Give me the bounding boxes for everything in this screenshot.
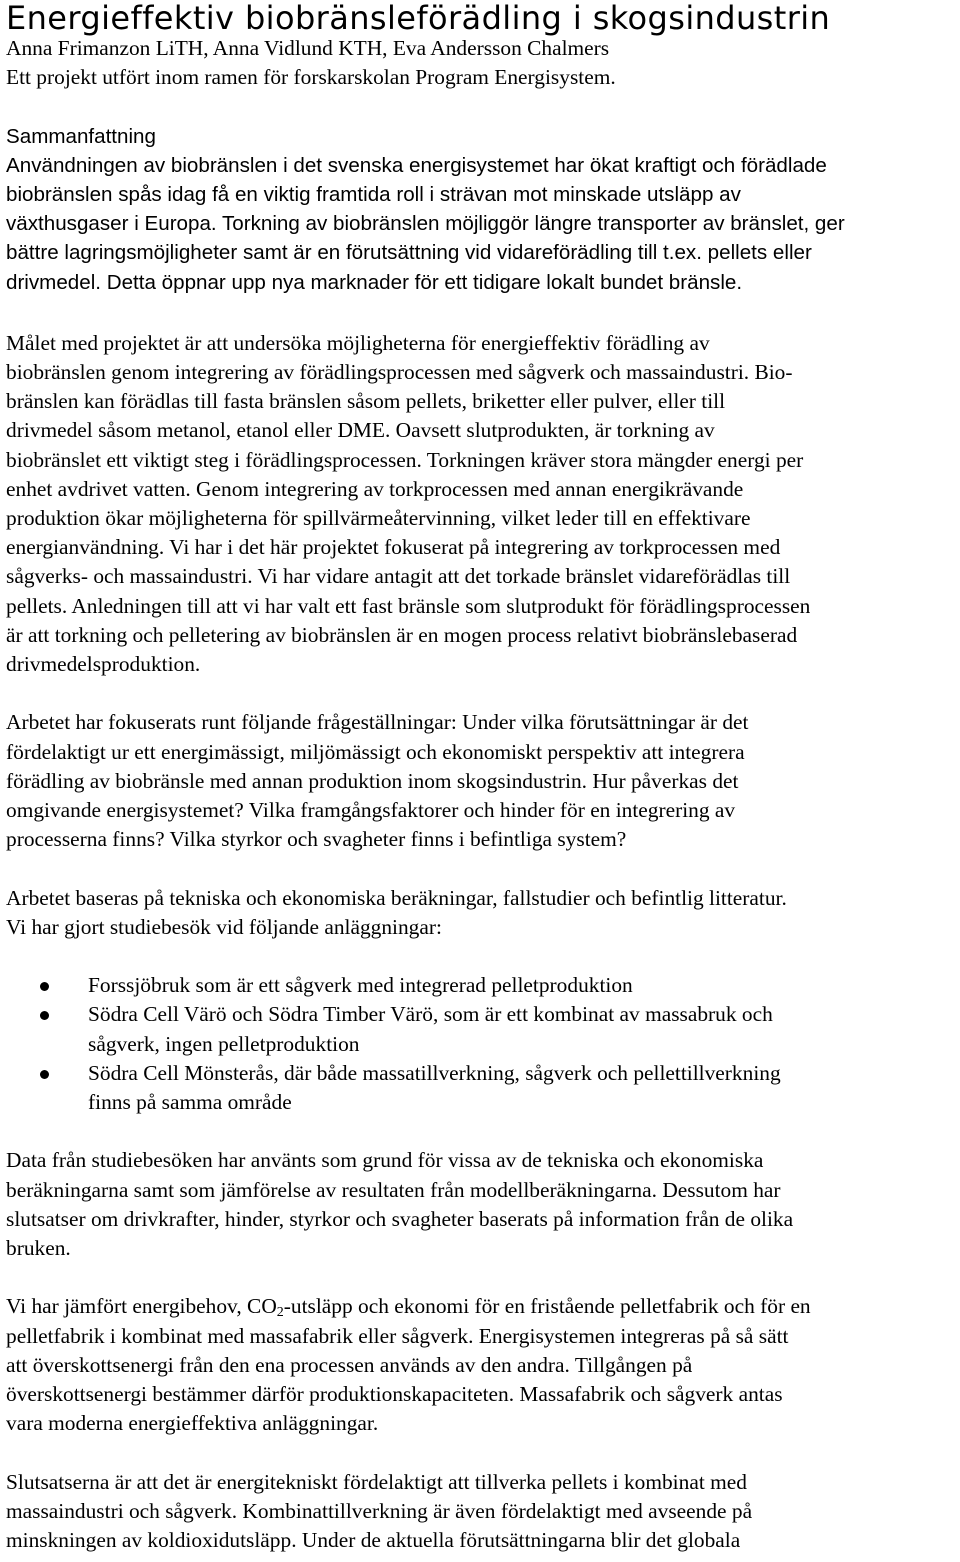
- paragraph-line: är att torkning och pelletering av biobränslen är en mogen process relativt biobränslebaserad: [6, 622, 798, 647]
- paragraph-line: överskottsenergi bestämmer därför produktionskapaciteten. Massafabrik och sågverk antas: [6, 1382, 783, 1407]
- data-paragraph: [6, 1146, 958, 1263]
- paragraph-line: produktion ökar möjligheterna för spillvärmeåtervinning, vilket leder till en effektivare: [6, 506, 751, 531]
- paragraph-line: biobränslet ett viktigt steg i förädlingsprocessen. Torkningen kräver stora mängder energi per: [6, 447, 804, 472]
- paragraph-line: Målet med projektet är att undersöka möjligheterna för energieffektiv förädling av: [6, 330, 710, 355]
- paragraph-line: Arbetet har fokuserats runt följande frågeställningar: Under vilka förutsättningar är det: [6, 710, 749, 735]
- questions-paragraph: [6, 708, 958, 854]
- summary-line: biobränslen spås idag få en viktig framtida roll i strävan mot minskade utsläpp av: [6, 183, 741, 206]
- goal-paragraph: [6, 329, 958, 679]
- authors-line: Anna Frimanzon LiTH, Anna Vidlund KTH, Eva Andersson Chalmers: [6, 36, 610, 60]
- compare-paragraph: [6, 1292, 958, 1438]
- paragraph-line: Arbetet baseras på tekniska och ekonomiska beräkningar, fallstudier och befintlig litteratur.: [6, 885, 787, 910]
- bullet-icon: [40, 1011, 49, 1020]
- paragraph-line: Vi har jämfört energibehov, $CO_2$-utsläpp och ekonomi för en fristående pelletfabrik och för en: [6, 1294, 811, 1321]
- list-item: Södra Cell Värö och Södra Timber Värö, som är ett kombinat av massabruk och sågverk, ingen pelletproduktion: [6, 1000, 958, 1058]
- paragraph-line: omgivande energisystemet? Vilka framgångsfaktorer och hinder för en integrering av: [6, 798, 736, 823]
- paragraph-line: Slutsatserna är att det är energitekniskt fördelaktigt att tillverka pellets i kombinat med: [6, 1469, 747, 1494]
- list-item: Forssjöbruk som är ett sågverk med integrerad pelletproduktion: [6, 971, 958, 1000]
- summary-line: växthusgaser i Europa. Torkning av biobränslen möjliggör längre transporter av bränslet, ger: [6, 212, 845, 236]
- paragraph-line: fördelaktigt ur ett energimässigt, miljömässigt och ekonomiskt perspektiv att integrera: [6, 739, 745, 764]
- summary-section: [6, 122, 958, 297]
- summary-line: bättre lagringsmöjligheter samt är en förutsättning vid vidareförädling till t.ex. pellets eller: [6, 241, 812, 265]
- paragraph-line: energianvändning. Vi har i det här projektet fokuserat på integrering av torkprocessen med: [6, 535, 781, 560]
- project-line: Ett projekt utfört inom ramen för forskarskolan Program Energisystem.: [6, 65, 616, 90]
- summary-heading: Sammanfattning: [6, 124, 156, 148]
- paragraph-line: pellets. Anledningen till att vi har valt ett fast bränsle som slutprodukt för förädlingsprocessen: [6, 593, 811, 618]
- paragraph-line: vara moderna energieffektiva anläggningar.: [6, 1411, 379, 1436]
- bullet-icon: [40, 982, 49, 991]
- conclusion-paragraph: [6, 1468, 958, 1556]
- document-title: Energieffektiv biobränsleförädling i skogsindustrin: [6, 0, 831, 37]
- paragraph-line: enhet avdrivet vatten. Genom integrering av torkprocessen med annan energikrävande: [6, 476, 744, 501]
- summary-line: Användningen av biobränslen i det svenska energisystemet har ökat kraftigt och förädlade: [6, 153, 827, 177]
- paragraph-line: minskningen av koldioxidutsläpp. Under de aktuella förutsättningarna blir det globala: [6, 1528, 741, 1553]
- visits-list: [6, 971, 958, 1117]
- paragraph-line: sågverks- och massaindustri. Vi har vidare antagit att det torkade bränslet vidareförädlas till: [6, 564, 791, 589]
- paragraph-line: bruken.: [6, 1236, 71, 1261]
- paragraph-line: massaindustri och sågverk. Kombinattillverkning är även fördelaktigt med avseende på: [6, 1498, 753, 1523]
- paragraph-line: slutsatser om drivkrafter, hinder, styrkor och svagheter baserats på information från de olika: [6, 1206, 794, 1231]
- method-paragraph: [6, 884, 958, 942]
- paragraph-line: att överskottsenergi från den ena processen används av den andra. Tillgången på: [6, 1352, 693, 1377]
- paragraph-line: bränslen kan förädlas till fasta bränslen såsom pellets, briketter eller pulver, eller till: [6, 389, 726, 414]
- paragraph-line: Vi har gjort studiebesök vid följande anläggningar:: [6, 914, 442, 939]
- document-page: [6, 0, 958, 1555]
- paragraph-line: drivmedelsproduktion.: [6, 652, 201, 677]
- summary-line: drivmedel. Detta öppnar upp nya marknader för ett tidigare lokalt bundet bränsle.: [6, 270, 743, 294]
- subscript-two: 2: [276, 1305, 284, 1321]
- paragraph-line: pelletfabrik i kombinat med massafabrik eller sågverk. Energisystemen integreras på så sätt: [6, 1323, 789, 1348]
- bullet-icon: [40, 1070, 49, 1079]
- paragraph-line: drivmedel såsom metanol, etanol eller DME. Oavsett slutprodukten, är torkning av: [6, 418, 715, 443]
- paragraph-line: förädling av biobränsle med annan produktion inom skogsindustrin. Hur påverkas det: [6, 768, 739, 793]
- list-item: Södra Cell Mönsterås, där både massatillverkning, sågverk och pellettillverkning finns på samma område: [6, 1059, 958, 1117]
- paragraph-line: processerna finns? Vilka styrkor och svagheter finns i befintliga system?: [6, 827, 627, 852]
- paragraph-line: beräkningarna samt som jämförelse av resultaten från modellberäkningarna. Dessutom har: [6, 1177, 781, 1202]
- paragraph-line: Data från studiebesöken har använts som grund för vissa av de tekniska och ekonomiska: [6, 1148, 764, 1173]
- paragraph-line: biobränslen genom integrering av förädlingsprocessen med sågverk och massaindustri. Bio-: [6, 360, 793, 385]
